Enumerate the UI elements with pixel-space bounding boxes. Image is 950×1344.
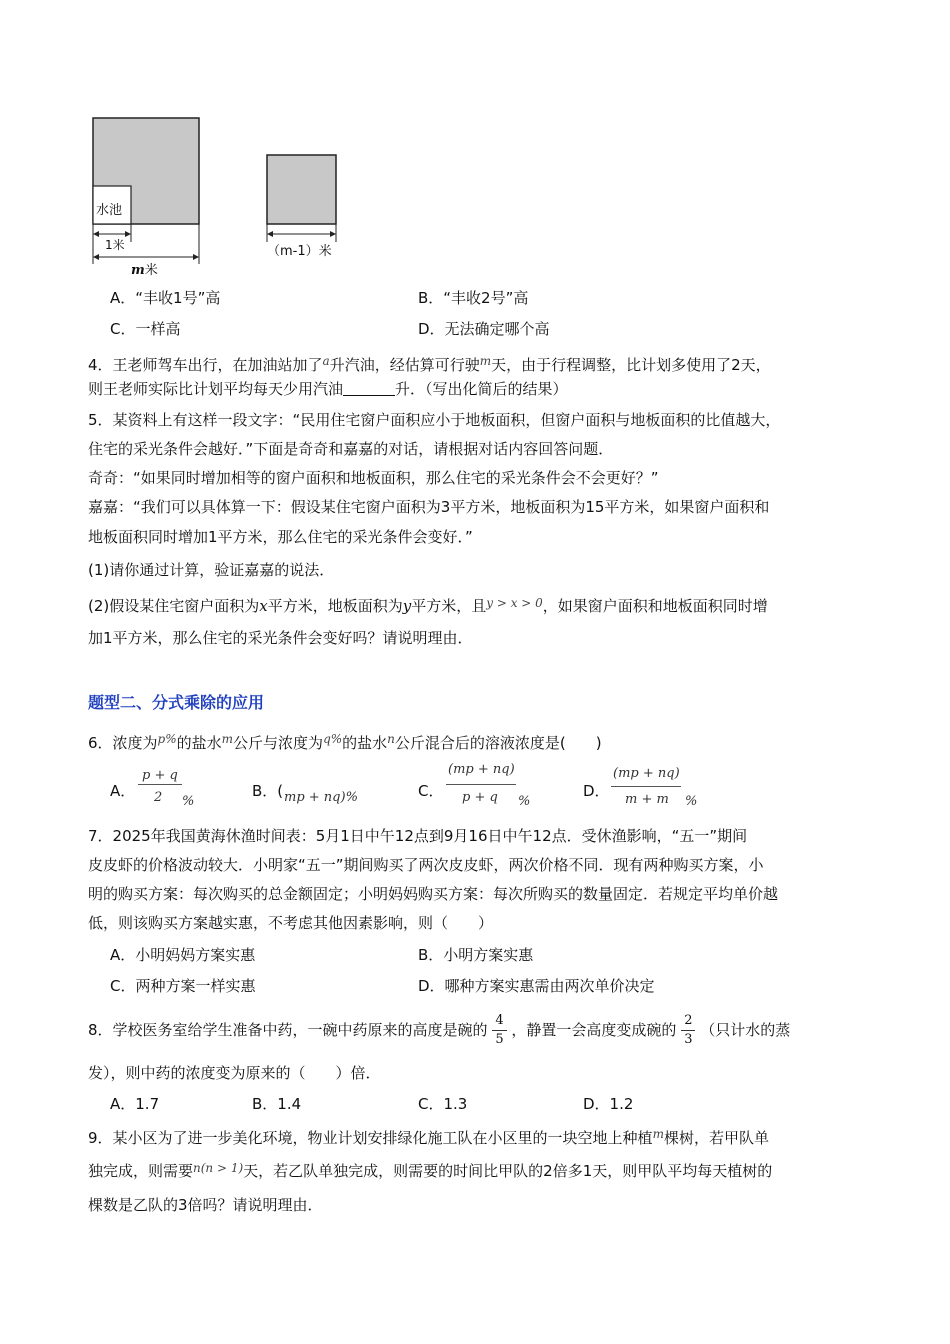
- q5-sub1: (1)请你通过计算，验证嘉嘉的说法．: [88, 561, 335, 579]
- q6-option-d: D． (mp + nq) m + m %: [583, 766, 698, 809]
- q3-option-d: D．无法确定哪个高: [418, 320, 550, 338]
- q8-option-b: B．1.4: [252, 1095, 302, 1113]
- q7-line1: 7．2025年我国黄海休渔时间表：5月1日中午12点到9月16日中午12点．受休渔影响，“五一”期间: [88, 827, 748, 845]
- q4-line2: 则王老师实际比计划平均每天少用汽油 升．（写出化简后的结果）: [88, 380, 568, 398]
- right-square: [267, 155, 336, 224]
- q8-option-a: A．1.7: [110, 1095, 160, 1113]
- pool-label: 水池: [96, 203, 123, 218]
- q5-sub2: (2)假设某住宅窗户面积为x平方米，地板面积为y平方米，且$^{y > x > 0}$，如果窗户面积和地板面积同时增: [88, 596, 768, 615]
- q8-option-c: C．1.3: [418, 1095, 468, 1113]
- big-dim-label: m米: [131, 263, 158, 278]
- right-dim-label: （m-1）米: [267, 244, 332, 259]
- q8-line2: 发），则中药的浓度变为原来的（ ）倍．: [88, 1064, 381, 1082]
- q8-option-d: D．1.2: [583, 1095, 634, 1113]
- q9-line3: 棵数是乙队的3倍吗？请说明理由．: [88, 1196, 323, 1214]
- q6-option-b: B．( mp + nq)%: [252, 782, 358, 805]
- q5-qiqi: 奇奇：“如果同时增加相等的窗户面积和地板面积，那么住宅的采光条件会不会更好？”: [88, 469, 659, 487]
- section-title: 题型二、分式乘除的应用: [88, 693, 265, 712]
- q3-option-a: A．“丰收1号”高: [110, 289, 221, 307]
- q7-option-c: C．两种方案一样实惠: [110, 977, 256, 995]
- small-dim-label: 1米: [105, 238, 125, 252]
- q5-jiajia1: 嘉嘉：“我们可以具体算一下：假设某住宅窗户面积为3平方米，地板面积为15平方米，如果窗户面积和: [88, 498, 770, 516]
- q3-option-c: C．一样高: [110, 320, 181, 338]
- q5-line2: 住宅的采光条件会越好．”下面是奇奇和嘉嘉的对话，请根据对话内容回答问题．: [88, 440, 614, 458]
- q6-option-a: A． p + q 2 %: [110, 768, 195, 809]
- q7-option-a: A．小明妈妈方案实惠: [110, 946, 256, 964]
- q7-line2: 皮皮虾的价格波动较大．小明家“五一”期间购买了两次皮皮虾，两次价格不同．现有两种购买方案，小: [88, 856, 764, 874]
- q6-stem: 6．浓度为$^{p\%}$的盐水$^m$公斤与浓度为$^{q\%}$的盐水$^n$公斤混合后的溶液浓度是( ): [88, 732, 602, 752]
- q7-line3: 明的购买方案：每次购买的总金额固定；小明妈妈购买方案：每次所购买的数量固定．若规定平均单价越: [88, 885, 779, 903]
- q4-line1: 4．王老师驾车出行，在加油站加了$^a$升汽油，经估算可行驶$^m$天，由于行程调整，比计划多使用了2天，: [88, 354, 771, 374]
- q9-line1: 9．某小区为了进一步美化环境，物业计划安排绿化施工队在小区里的一块空地上种植$^m$棵树，若甲队单: [88, 1127, 769, 1147]
- answer-blank[interactable]: [343, 381, 395, 396]
- fraction-4-5: $\frac{4}{5}$: [492, 1012, 506, 1049]
- q3-option-b: B．“丰收2号”高: [418, 289, 529, 307]
- figure: [85, 112, 355, 282]
- q6-option-c: C． (mp + nq) p + q %: [418, 762, 531, 809]
- q7-option-d: D．哪种方案实惠需由两次单价决定: [418, 977, 655, 995]
- q5-line1: 5．某资料上有这样一段文字：“民用住宅窗户面积应小于地板面积，但窗户面积与地板面积的比值越大，: [88, 411, 781, 429]
- q7-line4: 低，则该购买方案越实惠，不考虑其他因素影响，则（ ）: [88, 914, 494, 932]
- q9-line2: 独完成，则需要$^{n(n > 1)}$天，若乙队单独完成，则需要的时间比甲队的2倍多1天，则甲队平均每天植树的: [88, 1161, 773, 1180]
- q5-jiajia2: 地板面积同时增加1平方米，那么住宅的采光条件会变好．”: [88, 528, 473, 546]
- q8-line1: 8．学校医务室给学生准备中药，一碗中药原来的高度是碗的 $\frac{4}{5}$ ，静置一会高度变成碗的 $\frac{2}{3}$ （只计水的蒸: [88, 1013, 791, 1047]
- q7-option-b: B．小明方案实惠: [418, 946, 534, 964]
- fraction-2-3: $\frac{2}{3}$: [681, 1012, 695, 1049]
- q5-sub2-cont: 加1平方米，那么住宅的采光条件会变好吗？请说明理由．: [88, 629, 473, 647]
